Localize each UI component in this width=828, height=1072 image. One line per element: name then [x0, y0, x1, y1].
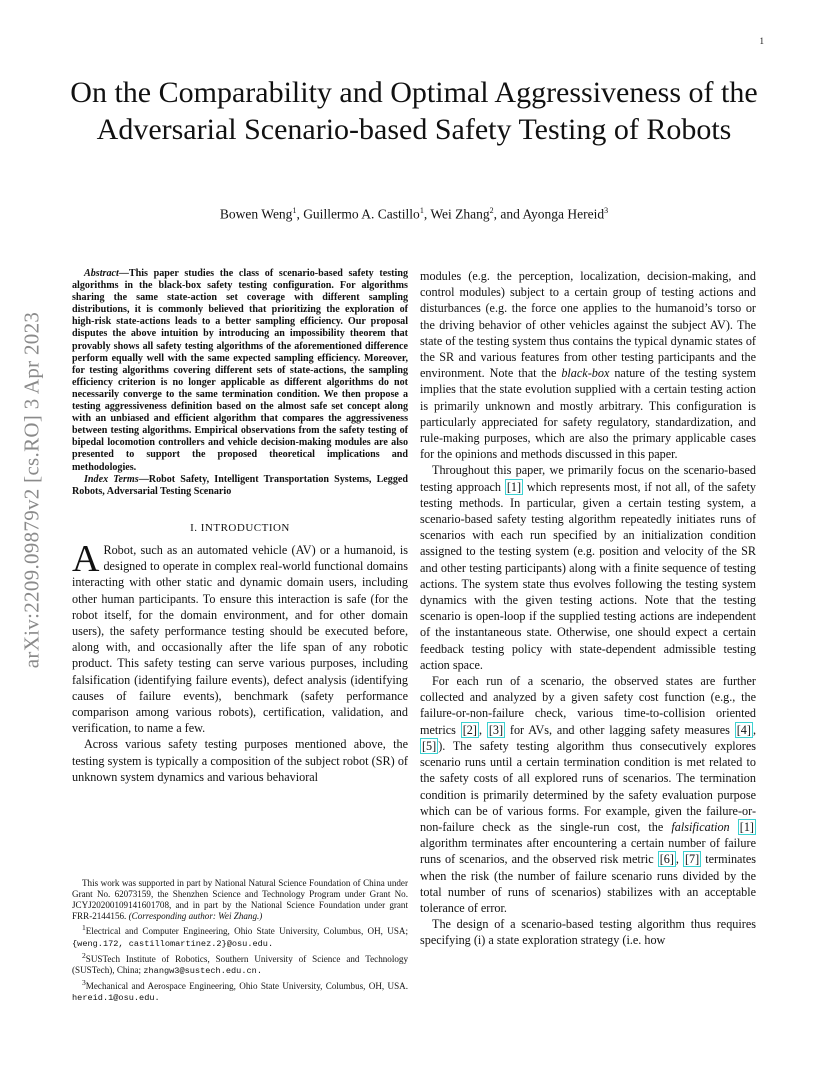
arxiv-id: arXiv:2209.09879v2 [cs.RO] 3 Apr 2023	[19, 311, 44, 669]
citation-link[interactable]: [7]	[684, 852, 700, 867]
paragraph-text: ,	[478, 722, 487, 737]
intro-paragraph	[72, 537, 408, 736]
author-affiliation-mark: 1	[292, 206, 297, 215]
index-terms	[72, 474, 408, 498]
body-paragraph	[420, 268, 756, 462]
author-name: Ayonga Hereid	[522, 206, 605, 222]
funding-text: This work was supported in part by National Natural Science Foundation of China under Grant No. 62073159, the Shenzhen Science and Technology Program under Grant No. JCYJ20200109141601708, and in part by the National Science Foundation under grant FRR-2144156.	[72, 878, 408, 922]
author-separator: ,	[296, 206, 304, 222]
citation-link[interactable]: [1]	[506, 479, 522, 494]
email-address[interactable]: zhangw3@sustech.edu.cn.	[143, 965, 262, 976]
citation-link[interactable]: [5]	[422, 738, 437, 753]
paragraph-text	[730, 820, 738, 834]
paragraph-text: terminates when the risk (the number of failure scenario runs divided by the total number of runs of scenarios) stabilizes with an acceptable tolerance of error.	[420, 852, 756, 915]
author-list	[60, 206, 768, 223]
author-name: Guillermo A. Castillo	[303, 206, 420, 222]
footnote-mark: 1	[82, 923, 86, 933]
paper-title: On the Comparability and Optimal Aggressiveness of the Adversarial Scenario-based Safety Testing of Robots	[70, 76, 758, 146]
drop-cap: A	[72, 537, 100, 580]
index-terms-text: —Robot Safety, Intelligent Transportation Systems, Legged Robots, Adversarial Testing Scenario	[72, 473, 408, 497]
paragraph-text: ,	[752, 722, 757, 737]
author-affiliation-mark: 1	[419, 206, 424, 215]
affiliation-text: Mechanical and Aerospace Engineering, Ohio State University, Columbus, OH, USA.	[85, 980, 408, 991]
email-address[interactable]: {weng.172, castillomartinez.2}@osu.edu.	[72, 938, 274, 949]
paragraph-text: algorithm terminates after encountering a certain number of failure runs of scenarios, and the observed risk metric	[420, 836, 756, 867]
affiliation-note	[72, 950, 408, 977]
author-affiliation-mark: 3	[604, 206, 609, 215]
affiliation-text: SUSTech Institute of Robotics, Southern University of Science and Technology (SUSTech), China;	[72, 953, 408, 975]
page-number: 1	[759, 36, 764, 46]
right-column	[420, 268, 756, 949]
author-affiliation-mark: 2	[489, 206, 494, 215]
funding-note	[72, 878, 408, 922]
left-column	[72, 268, 408, 785]
footnote-mark: 3	[82, 977, 86, 987]
emphasis: black-box	[561, 366, 610, 381]
citation-link[interactable]: [1]	[739, 819, 754, 834]
footnote-mark: 2	[82, 950, 86, 960]
body-paragraph: The design of a scenario-based testing algorithm thus requires specifying (i) a state exploration strategy (i.e. how	[420, 917, 756, 948]
citation-link[interactable]: [2]	[462, 722, 477, 737]
body-paragraph	[420, 673, 756, 916]
paragraph-text: modules (e.g. the perception, localization, decision-making, and control modules) subject to a certain group of testing actions and disturbances (e.g. the force one applies to the humanoid’s torso or the driving behavior of other vehicles against the subject AV). The state of the testing system thus contains the typical dynamic states of the SR and various features from other testing participants and the environment. Note that the	[420, 269, 756, 381]
abstract-label: Abstract	[84, 268, 119, 279]
abstract-text: —This paper studies the class of scenario-based safety testing algorithms in the black-box safety testing configuration. For algorithms sharing the same state-action set coverage with different sampling distributions, it is commonly believed that prioritizing the exploration of high-risk state-actions leads to a better sampling efficiency. Our proposal disputes the above intuition by introducing an impossibility theorem that provably shows all safety testing algorithms of the aforementioned difference perform equally well with the same expected sampling efficiency. Moreover, for testing algorithms covering different sets of state-actions, the sampling efficiency criterion is no longer applicable as different algorithms do not necessarily converge to the same termination condition. We then propose a testing aggressiveness definition based on the almost safe set concept along with an unbiased and efficient algorithm that compares the aggressiveness between testing algorithms. Empirical observations from the safety testing of bipedal locomotion controllers and vehicle decision-making modules are also presented to support the proposed theoretical implications and methodologies.	[72, 268, 408, 473]
author-name: Bowen Weng	[219, 206, 293, 222]
citation-link[interactable]: [4]	[736, 722, 751, 737]
author-separator: , and	[493, 206, 523, 222]
intro-paragraph: Across various safety testing purposes mentioned above, the testing system is typically a composition of the subject robot (SR) of unknown system dynamics and various behavioral	[72, 737, 408, 784]
arxiv-stamp	[18, 290, 46, 690]
paragraph-text: ). The safety testing algorithm thus consecutively explores scenario runs until a certain termination condition is met related to the safety costs of all explored runs of scenarios. The termination condition is primarily determined by the safety evaluation purpose which can be of various forms. For example, given the failure-or-non-failure check as the single-run cost, the	[420, 738, 756, 834]
body-paragraph	[420, 462, 756, 673]
affiliation-text: Electrical and Computer Engineering, Ohio State University, Columbus, OH, USA;	[85, 926, 408, 937]
paragraph-text: nature of the testing system implies that the state evolution supplied with a certain testing action is primarily unknown and mostly arbitrary. This configuration is particularly appreciated for safety regulatory, standardization, and rule-making purposes, which are also the primary applicable cases for the opinions and methods discussed in this paper.	[420, 366, 756, 462]
citation-link[interactable]: [6]	[659, 852, 674, 867]
section-heading: I. INTRODUCTION	[190, 521, 290, 534]
paragraph-text: which represents most, if not all, of the safety testing methods. In particular, given a certain testing system, a scenario-based safety testing algorithm repeatedly initiates runs of scenarios with each run specified by an initialization condition assigned to the testing system (e.g. position and velocity of the SR and other testing participants) along with a finite sequence of testing actions. The system state thus evolves following the testing system dynamics with the given testing actions. Note that the testing scenario is open-loop if the supplied testing actions are independent of the instantaneous state. Otherwise, one should expect a certain feedback testing policy with state-dependent admissible testing action space.	[420, 479, 756, 672]
abstract	[72, 268, 408, 474]
affiliation-note	[72, 922, 408, 949]
paragraph-text: For each run of a scenario, the observed states are further collected and analyzed by a given safety cost function (e.g., the failure-or-non-failure check, various time-to-collision oriented metrics	[420, 674, 756, 737]
paragraph-text: Robot, such as an automated vehicle (AV) or a humanoid, is designed to operate in complex real-world functional domains interacting with other static and dynamic domain users, including other human participants. To ensure this interaction is safe (for the robot itself, for the domain environment, and for other domain users), the safety performance testing should be executed before, along with, and occasionally after the life span of any robotic product. This safety testing can serve various purposes, including falsification (identifying failure events), defect analysis (identifying causes of failure events), benchmark (safety performance comparison among various robots), certification, validation, and verification, to name a few.	[72, 542, 408, 736]
author-separator: ,	[423, 206, 431, 222]
paragraph-text: Throughout this paper, we primarily focus on the scenario-based testing approach	[420, 463, 756, 494]
citation-link[interactable]: [3]	[488, 722, 504, 737]
index-terms-label: Index Terms	[84, 473, 139, 485]
corresponding-author: (Corresponding author: Wei Zhang.)	[128, 911, 263, 922]
paragraph-text: ,	[675, 852, 683, 867]
email-address[interactable]: hereid.1@osu.edu.	[72, 992, 160, 1003]
author-name: Wei Zhang	[430, 206, 490, 222]
affiliation-note	[72, 977, 408, 1004]
emphasis: falsification	[671, 819, 730, 834]
footnotes	[72, 878, 408, 1004]
paragraph-text: for AVs, and other lagging safety measures	[505, 722, 735, 737]
